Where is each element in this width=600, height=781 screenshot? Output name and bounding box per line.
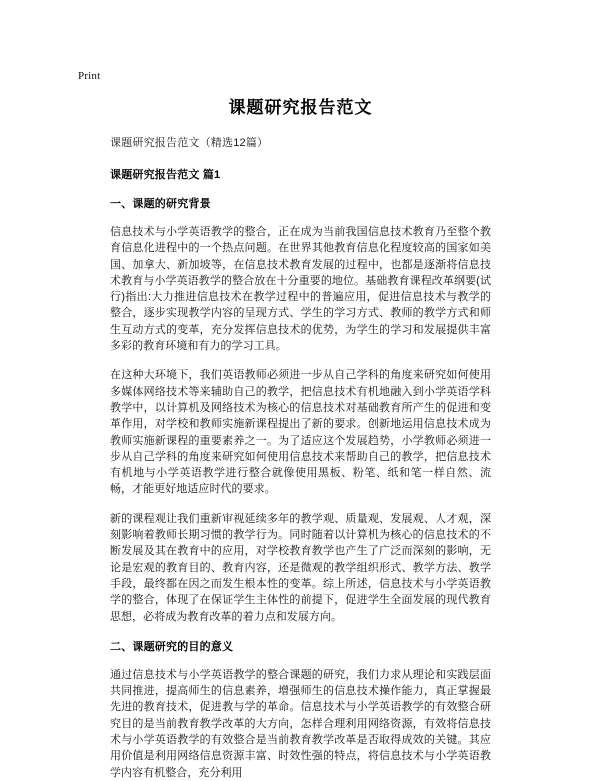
document-sub-heading: 课题研究报告范文 篇1: [110, 169, 221, 181]
document-subtitle: 课题研究报告范文（精选12篇）: [110, 137, 269, 149]
section-2-paragraph-1: 通过信息技术与小学英语教学的整合课题的研究，我们力求从理论和实践层面共同推进，提高师生的信息素养，增强师生的信息技术操作能力，真正掌握最先进的教育技术，促进教与学的革命。信息技术与小学英语教学的有效整合研究目的是当前教育教学改革的大方向，怎样合理利用网络资源，有效将信息技术与小学英语教学的有效整合是当前教育教学改革是否取得成效的关键。其应用价值是利用网络信息资源丰富、时效性强的特点，将信息技术与小学英语教学内容有机整合，充分利用: [110, 668, 491, 779]
section-1-paragraph-3: 新的课程观让我们重新审视延续多年的教学观、质量观、发展观、人才观，深刻影响着教师长期习惯的教学行为。同时随着以计算机为核心的信息技术的不断发展及其在教育中的应用，对学校教育教学也产生了广泛而深刻的影响，无论是宏观的教育目的、教育内容，还是微观的教学组织形式、教学方法、教学手段，最终都在因之而发生根本性的变革。综上所述，信息技术与小学英语教学的整合，体现了在保证学生主体性的前提下，促进学生全面发展的现代教育思想，必将成为教育改革的着力点和发展方向。: [110, 512, 491, 623]
section-heading-1: 一、课题的研究背景: [110, 198, 211, 210]
section-1-paragraph-1: 信息技术与小学英语教学的整合，正在成为当前我国信息技术教育乃至整个教育信息化进程中的一个热点问题。在世界其他教育信息化程度较高的国家如美国、加拿大、新加坡等，在信息技术教育发展的过程中，也都是逐渐将信息技术教育与小学英语教学的整合放在十分重要的地位。基础教育课程改革纲要(试行)指出:大力推进信息技术在教学过程中的普遍应用，促进信息技术与教学的整合，逐步实现教学内容的呈现方式、学生的学习方式、教师的教学方式和师生互动方式的变革，充分发挥信息技术的优势，为学生的学习和发展提供丰富多彩的教育环境和有力的学习工具。: [110, 226, 491, 353]
document-body: [110, 96, 491, 781]
section-heading-2: 二、课题研究的目的意义: [110, 640, 234, 653]
print-button[interactable]: Print: [78, 70, 101, 82]
page-title: 课题研究报告范文: [228, 98, 373, 117]
section-1-paragraph-2: 在这种大环境下，我们英语教师必须进一步从自己学科的角度来研究如何使用多媒体网络技术等来辅助自己的教学，把信息技术有机地融入到小学英语学科教学中，以计算机及网络技术为核心的信息技术对基础教育所产生的促进和变革作用，对学校和教师实施新课程提出了新的要求。创新地运用信息技术成为教师实施新课程的重要素养之一。为了适应这个发展趋势，小学教师必须进一步从自己学科的角度来研究如何使用信息技术来帮助自己的教学，把信息技术有机地与小学英语教学进行整合就像使用黑板、粉笔、纸和笔一样自然、流畅，才能更好地适应时代的要求。: [110, 369, 491, 496]
